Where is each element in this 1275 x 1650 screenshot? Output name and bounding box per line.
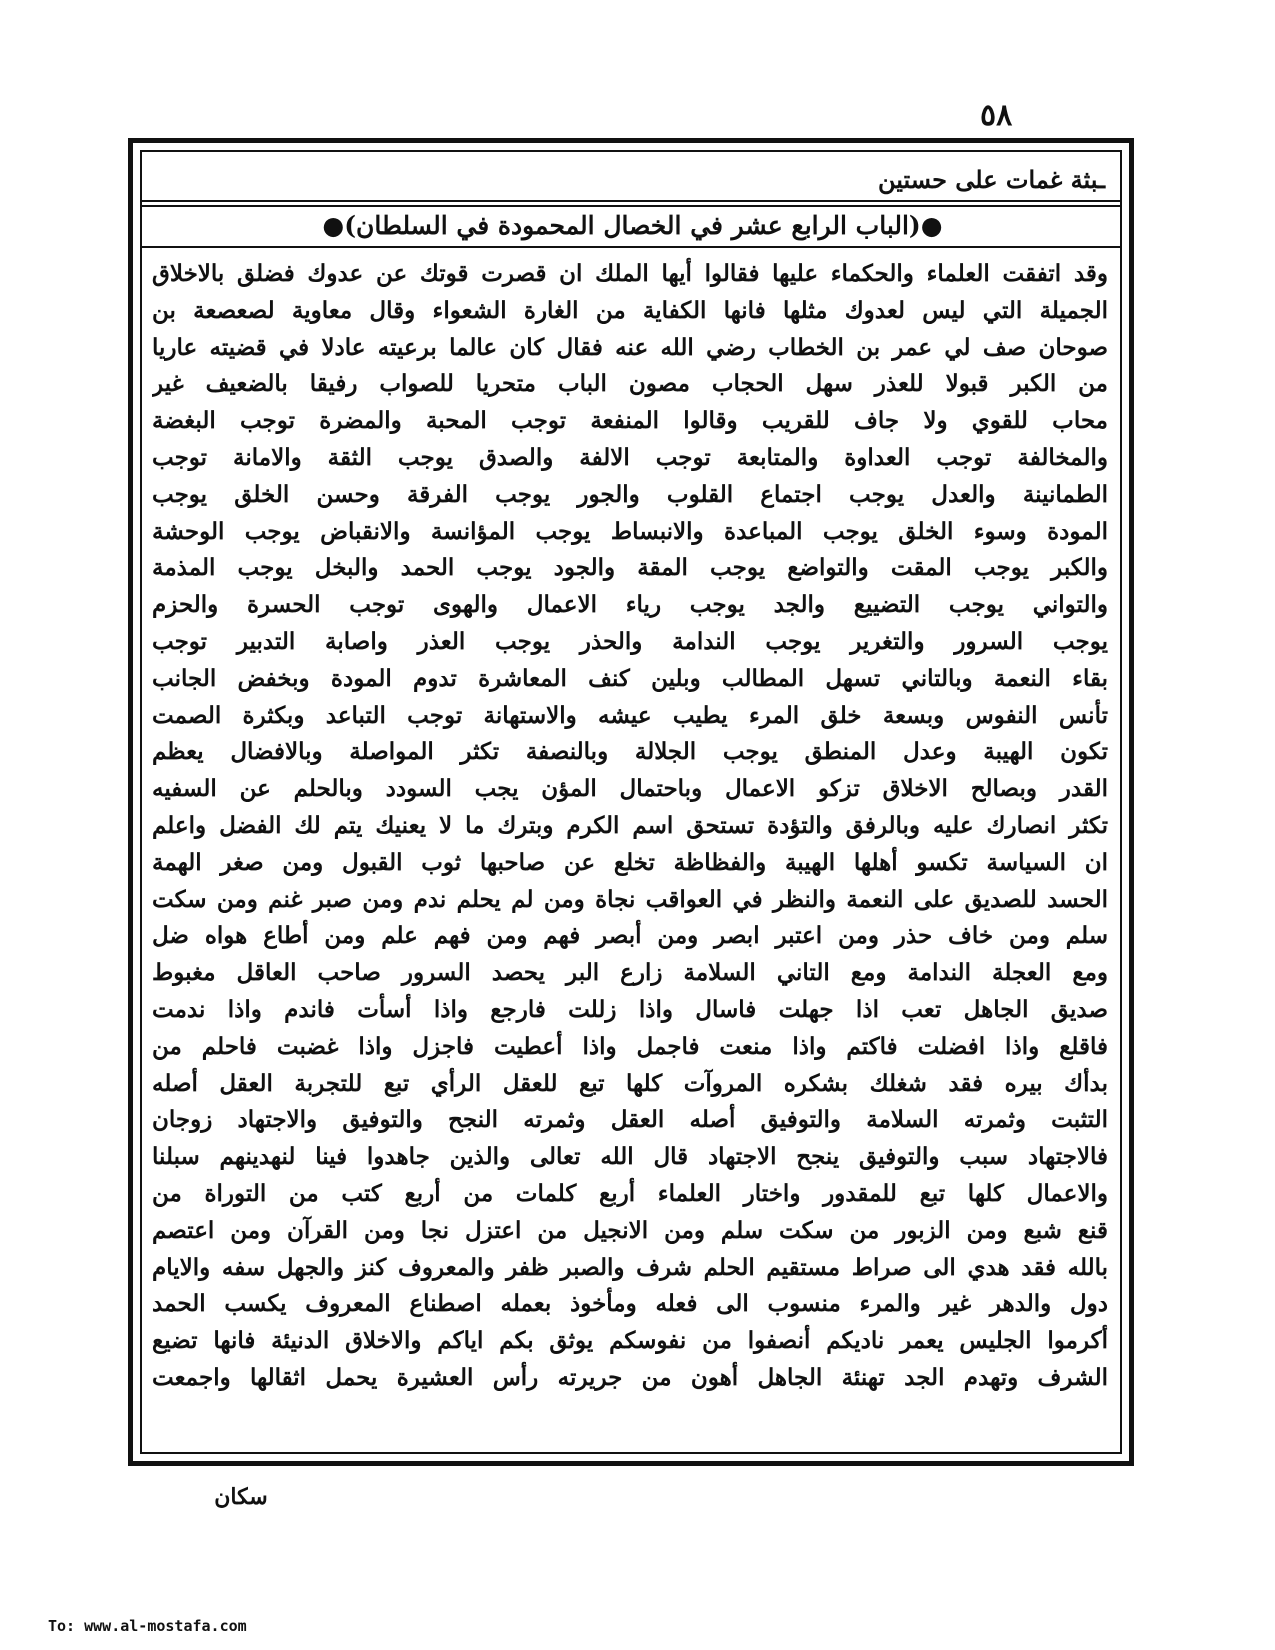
text-line: بقاء النعمة وبالتاني تسهل المطالب وبلين كنف المعاشرة تدوم المودة وبخفض الجانب xyxy=(152,664,1108,692)
text-line: تكون الهيبة وعدل المنطق يوجب الجلالة وبالنصفة تكثر المواصلة وبالافضال يعظم xyxy=(152,738,1108,766)
text-line: والمخالفة توجب العداوة والمتابعة توجب الالفة والصدق يوجب الثقة والامانة توجب xyxy=(152,443,1108,471)
text-line: أكرموا الجليس يعمر ناديكم أنصفوا من نفوسكم يوثق بكم اياكم والاخلاق الدنيئة فانها تضيع xyxy=(152,1327,1108,1355)
text-line: القدر وبصالح الاخلاق تزكو الاعمال وباحتمال المؤن يجب السودد وبالحلم عن السفيه xyxy=(152,775,1108,803)
text-line: بدأك بيره فقد شغلك بشكره المروآت كلها تبع للعقل الرأي تبع للتجربة العقل أصله xyxy=(152,1069,1108,1097)
text-line: والكبر يوجب المقت والتواضع يوجب المقة والجود يوجب الحمد والبخل يوجب المذمة xyxy=(152,554,1108,582)
text-line: والتواني يوجب التضييع والجد يوجب رياء الاعمال والهوى توجب الحسرة والحزم xyxy=(152,591,1108,619)
text-line: يوجب السرور والتغرير يوجب الندامة والحذر يوجب العذر واصابة التدبير توجب xyxy=(152,627,1108,655)
text-line: بالله فقد هدي الى صراط مستقيم الحلم شرف والصبر ظفر والمعروف كنز والجهل سفه والايام xyxy=(152,1253,1108,1281)
text-line: المودة وسوء الخلق يوجب المباعدة والانبساط يوجب المؤانسة والانقباض يوجب الوحشة xyxy=(152,517,1108,545)
text-line: محاب للقوي ولا جاف للقريب وقالوا المنفعة توجب المحبة والمضرة توجب البغضة xyxy=(152,407,1108,435)
text-line: قنع شبع ومن الزبور من سكت سلم ومن الانجيل من اعتزل نجا ومن القرآن ومن اعتصم xyxy=(152,1216,1108,1244)
text-line: سلم ومن خاف حذر ومن اعتبر ابصر ومن أبصر فهم ومن فهم علم ومن أطاع هواه ضل xyxy=(152,922,1108,950)
text-line: فاقلع واذا افضلت فاكتم واذا منعت فاجمل واذا أعطيت فاجزل واذا غضبت فاحلم من xyxy=(152,1032,1108,1060)
text-line: صديق الجاهل تعب اذا جهلت فاسال واذا زللت فارجع واذا أسأت فاندم واذا ندمت xyxy=(152,995,1108,1023)
text-line: ان السياسة تكسو أهلها الهيبة والفظاظة تخلع عن صاحبها ثوب القبول ومن صغر الهمة xyxy=(152,848,1108,876)
title-rule xyxy=(140,246,1122,248)
text-line: فالاجتهاد سبب والتوفيق ينجح الاجتهاد قال الله تعالى والذين جاهدوا فينا لنهدينهم سبلنا xyxy=(152,1143,1108,1171)
text-line: تكثر انصارك عليه وبالرفق والتؤدة تستحق اسم الكرم وبترك ما لا يعنيك يتم لك الفضل واعلم xyxy=(152,811,1108,839)
text-line xyxy=(152,1397,1108,1434)
catchword: سكان xyxy=(214,1484,268,1510)
text-line: الشرف وتهدم الجد تهنئة الجاهل أهون من جريرته رأس العشيرة يحمل اثقالها واجمعت xyxy=(152,1363,1108,1391)
header-rule xyxy=(140,200,1122,202)
source-footer: To: www.al-mostafa.com xyxy=(48,1617,247,1635)
text-line: وقد اتفقت العلماء والحكماء عليها فقالوا أيها الملك ان قصرت قوتك عن عدوك فضلق بالاخلاق xyxy=(152,260,1108,287)
body-text xyxy=(152,256,1108,1444)
text-line: الطمانينة والعدل يوجب اجتماع القلوب والجور يوجب الفرقة وحسن الخلق يوجب xyxy=(152,480,1108,508)
text-line: الجميلة التي ليس لعدوك مثلها فانها الكفاية من الغارة الشعواء وقال معاوية لصعصعة بن xyxy=(152,296,1108,324)
text-line: تأنس النفوس وبسعة خلق المرء يطيب عيشه والاستهانة توجب التباعد وبكثرة الصمت xyxy=(152,701,1108,729)
text-line: والاعمال كلها تبع للمقدور واختار العلماء أربع كلمات من أربع كتب من التوراة من xyxy=(152,1179,1108,1207)
chapter-title: ●(الباب الرابع عشر في الخصال المحمودة في السلطان)● xyxy=(322,211,943,240)
running-head: ـبثة غمات على حستين xyxy=(877,165,1105,194)
page-number: ٥٨ xyxy=(980,98,1013,133)
text-line: ومع العجلة الندامة ومع التاني السلامة زارع البر يحصد السرور صاحب العاقل مغبوط xyxy=(152,959,1108,987)
text-line: دول والدهر غير والمرء منسوب الى فعله ومأخوذ بعمله اصطناع المعروف يكسب الحمد xyxy=(152,1290,1108,1318)
text-line: الحسد للصديق على النعمة والنظر في العواقب نجاة ومن لم يحلم ندم ومن صبر غنم ومن سكت xyxy=(152,885,1108,913)
text-line: صوحان صف لي عمر بن الخطاب رضي الله عنه فقال كان عالما برعيته عادلا في قضيته عاريا xyxy=(152,333,1108,361)
text-line: من الكبر قبولا للعذر سهل الحجاب مصون الباب متحريا للصواب رفيقا بالضعيف غير xyxy=(152,370,1108,398)
text-line: التثبت وثمرته السلامة والتوفيق أصله العقل وثمرته النجح والتوفيق والاجتهاد زوجان xyxy=(152,1106,1108,1134)
